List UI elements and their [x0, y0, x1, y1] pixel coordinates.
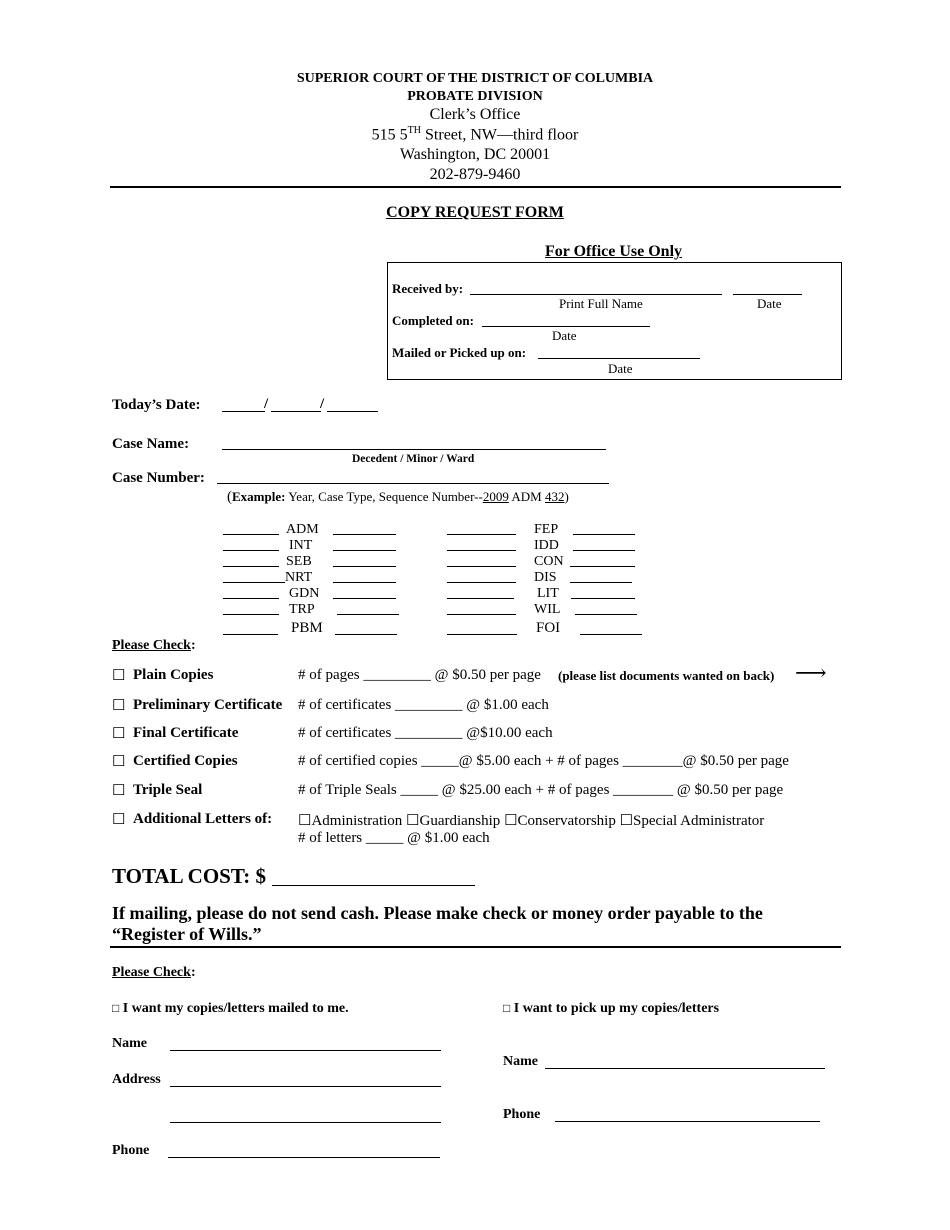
case-type-blank[interactable] [580, 634, 642, 635]
section-divider [110, 946, 841, 948]
case-type-blank[interactable] [337, 614, 399, 615]
case-type-blank[interactable] [335, 634, 397, 635]
pickup-name-line[interactable] [545, 1068, 825, 1069]
case-type-blank[interactable] [447, 598, 514, 599]
case-type-blank[interactable] [447, 614, 516, 615]
final-certificate-detail: # of certificates _________ @$10.00 each [298, 725, 553, 741]
city-address: Washington, DC 20001 [399, 146, 551, 163]
case-name-line[interactable] [222, 449, 606, 450]
total-cost-label: TOTAL COST: $ [112, 864, 267, 888]
form-title: COPY REQUEST FORM [386, 204, 564, 221]
court-name: SUPERIOR COURT OF THE DISTRICT OF COLUMBIA [296, 71, 654, 86]
mail-name-label: Name [112, 1036, 147, 1051]
date-month-line[interactable] [222, 411, 265, 412]
case-type-label: CON [534, 554, 564, 569]
mail-option-checkbox[interactable]: □ [112, 1001, 120, 1015]
case-type-label: INT [289, 538, 313, 553]
case-type-blank[interactable] [571, 598, 635, 599]
case-type-blank[interactable] [223, 634, 278, 635]
case-type-label: ADM [286, 522, 319, 537]
case-name-label: Case Name: [112, 436, 190, 452]
mail-address-label: Address [112, 1072, 161, 1087]
guardianship-label: Guardianship [419, 813, 501, 829]
office-name: Clerk’s Office [429, 106, 521, 123]
case-type-label: IDD [534, 538, 559, 553]
received-date-caption: Date [757, 296, 782, 311]
additional-letters-checkbox[interactable]: ☐ [112, 812, 126, 828]
case-type-blank[interactable] [573, 534, 635, 535]
preliminary-certificate-detail: # of certificates _________ @ $1.00 each [298, 697, 549, 713]
case-type-label: PBM [291, 620, 323, 636]
plain-copies-note: (please list documents wanted on back) [558, 668, 775, 683]
received-by-line[interactable] [470, 294, 722, 295]
certified-copies-label: Certified Copies [133, 753, 238, 769]
administration-label: Administration [311, 813, 403, 829]
conservatorship-checkbox[interactable]: ☐ [504, 813, 518, 829]
print-full-name-caption: Print Full Name [559, 296, 643, 311]
phone-number: 202-879-9460 [429, 166, 521, 183]
division-name: PROBATE DIVISION [407, 89, 543, 104]
mailing-notice-line2: “Register of Wills.” [112, 924, 262, 944]
case-type-label: NRT [285, 570, 313, 585]
office-use-title: For Office Use Only [545, 243, 683, 260]
guardianship-checkbox[interactable]: ☐ [406, 813, 420, 829]
special-administrator-checkbox[interactable]: ☐ [619, 813, 634, 829]
date-sep-2: / [320, 396, 325, 412]
mailed-picked-line[interactable] [538, 358, 700, 359]
plain-copies-detail: # of pages _________ @ $0.50 per page [298, 667, 541, 683]
certified-copies-checkbox[interactable]: ☐ [112, 754, 126, 770]
case-type-label: LIT [537, 586, 559, 601]
case-type-label: WIL [534, 602, 561, 617]
mail-phone-line[interactable] [168, 1157, 440, 1158]
administration-checkbox[interactable]: ☐ [298, 813, 312, 829]
triple-seal-label: Triple Seal [133, 782, 203, 798]
please-check-delivery-heading: Please Check: [112, 965, 196, 980]
case-type-label: SEB [286, 554, 312, 569]
case-type-blank[interactable] [447, 582, 516, 583]
date-year-line[interactable] [327, 411, 378, 412]
final-certificate-label: Final Certificate [133, 725, 239, 741]
completed-date-caption: Date [552, 328, 577, 343]
case-type-label: TRP [289, 602, 315, 617]
additional-letters-label: Additional Letters of: [133, 811, 273, 827]
certified-copies-detail: # of certified copies _____@ $5.00 each + # of pages ________@ $0.50 per page [298, 753, 789, 769]
mail-address-line-2[interactable] [170, 1122, 441, 1123]
please-check-heading: Please Check: [112, 638, 196, 653]
mailing-notice-line1: If mailing, please do not send cash. Please make check or money order payable to the [112, 903, 763, 923]
case-type-blank[interactable] [447, 634, 517, 635]
case-type-label: GDN [289, 586, 320, 601]
case-type-blank[interactable] [447, 550, 516, 551]
case-type-blank[interactable] [570, 566, 635, 567]
case-name-caption: Decedent / Minor / Ward [352, 453, 475, 465]
completed-on-label: Completed on: [392, 313, 474, 328]
case-number-line[interactable] [217, 483, 609, 484]
date-day-line[interactable] [271, 411, 321, 412]
pickup-option[interactable]: □ I want to pick up my copies/letters [503, 1001, 720, 1016]
date-sep-1: / [264, 396, 269, 412]
triple-seal-detail: # of Triple Seals _____ @ $25.00 each + # of pages ________ @ $0.50 per page [298, 782, 784, 798]
case-type-label: DIS [534, 570, 557, 585]
case-type-blank[interactable] [223, 550, 279, 551]
case-type-blank[interactable] [333, 566, 396, 567]
street-address: 515 5TH Street, NW—third floor [371, 125, 579, 144]
case-type-blank[interactable] [223, 582, 285, 583]
case-type-label: FOI [536, 620, 561, 636]
plain-copies-label: Plain Copies [133, 667, 214, 683]
received-date-line[interactable] [733, 294, 802, 295]
arrow-right-icon: ⟶ [795, 660, 827, 685]
case-type-blank[interactable] [570, 582, 632, 583]
case-type-blank[interactable] [223, 614, 279, 615]
pickup-phone-line[interactable] [555, 1121, 820, 1122]
letters-count-detail: # of letters _____ @ $1.00 each [298, 830, 490, 846]
total-cost-line[interactable] [272, 885, 475, 886]
case-type-label: FEP [534, 522, 559, 537]
special-administrator-label: Special Administrator [633, 813, 765, 829]
case-number-example: (Example: Year, Case Type, Sequence Number--2009 ADM 432) [227, 489, 569, 505]
mailed-picked-label: Mailed or Picked up on: [392, 345, 527, 360]
todays-date-label: Today’s Date: [112, 397, 201, 413]
header-divider [110, 186, 841, 188]
plain-copies-checkbox[interactable]: ☐ [112, 668, 126, 684]
case-type-blank[interactable] [333, 582, 396, 583]
preliminary-certificate-checkbox[interactable]: ☐ [112, 698, 126, 714]
mail-address-line-1[interactable] [170, 1086, 441, 1087]
conservatorship-label: Conservatorship [517, 813, 616, 829]
case-type-blank[interactable] [333, 534, 396, 535]
case-type-blank[interactable] [333, 550, 396, 551]
completed-on-line[interactable] [482, 326, 650, 327]
case-type-blank[interactable] [573, 550, 635, 551]
letters-type-options [298, 811, 764, 830]
pickup-name-label: Name [503, 1054, 538, 1069]
received-by-label: Received by: [392, 281, 464, 296]
pickup-option-checkbox[interactable]: □ [503, 1001, 511, 1015]
case-type-blank[interactable] [447, 566, 516, 567]
mail-phone-label: Phone [112, 1143, 150, 1158]
preliminary-certificate-label: Preliminary Certificate [133, 697, 283, 713]
case-type-blank[interactable] [223, 566, 279, 567]
triple-seal-checkbox[interactable]: ☐ [112, 783, 126, 799]
pickup-phone-label: Phone [503, 1107, 541, 1122]
mail-option[interactable]: □ I want my copies/letters mailed to me. [112, 1001, 349, 1016]
mail-name-line[interactable] [170, 1050, 441, 1051]
case-type-blank[interactable] [223, 598, 279, 599]
case-type-blank[interactable] [223, 534, 279, 535]
final-certificate-checkbox[interactable]: ☐ [112, 726, 126, 742]
mailed-date-caption: Date [608, 361, 633, 376]
case-type-blank[interactable] [575, 614, 637, 615]
case-number-label: Case Number: [112, 470, 205, 486]
case-type-blank[interactable] [447, 534, 516, 535]
case-type-blank[interactable] [333, 598, 396, 599]
